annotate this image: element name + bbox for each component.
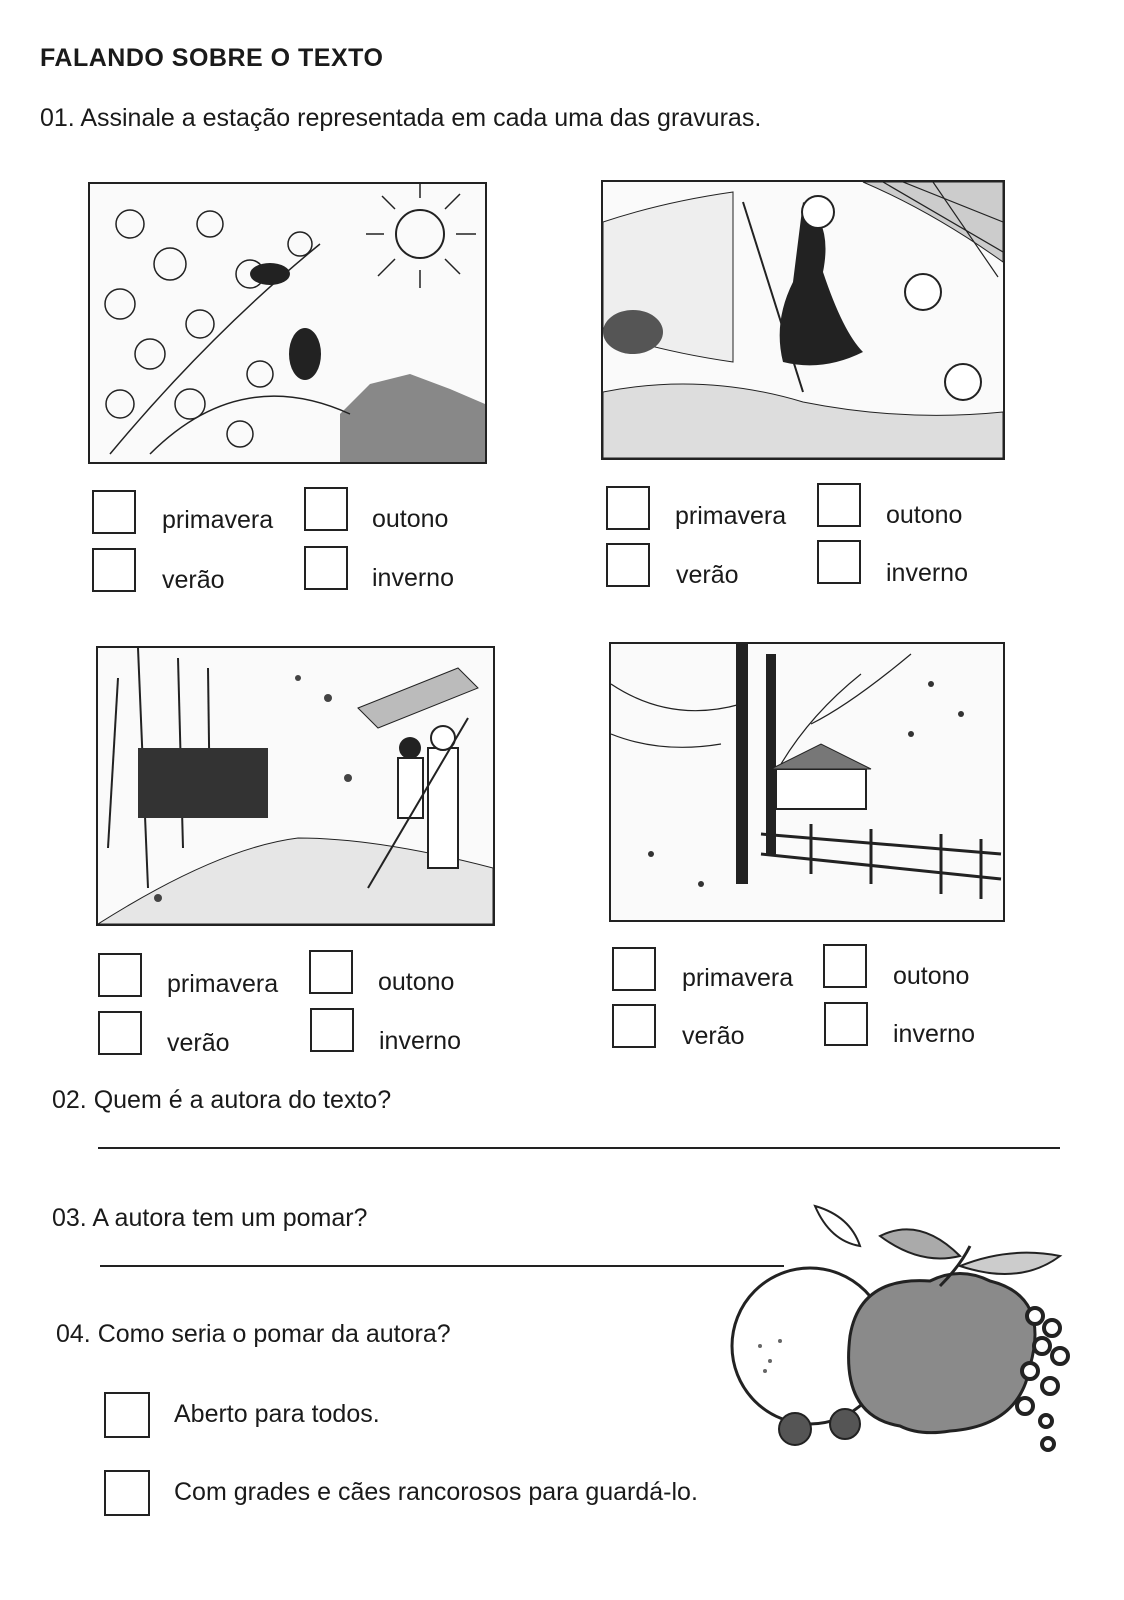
checkbox-q4-option-2[interactable] bbox=[104, 1470, 150, 1516]
autumn-illustration bbox=[96, 646, 495, 926]
checkbox-pic4-outono[interactable] bbox=[823, 944, 867, 988]
question-4-prompt: 04. Como seria o pomar da autora? bbox=[56, 1320, 451, 1348]
label-pic1-primavera: primavera bbox=[162, 506, 274, 534]
checkbox-pic2-primavera[interactable] bbox=[606, 486, 650, 530]
label-pic3-outono: outono bbox=[378, 968, 455, 996]
label-q4-option-2: Com grades e cães rancorosos para guardá-lo. bbox=[174, 1478, 698, 1506]
label-q4-option-1: Aberto para todos. bbox=[174, 1400, 380, 1428]
page-title: FALANDO SOBRE O TEXTO bbox=[40, 44, 384, 72]
checkbox-pic2-inverno[interactable] bbox=[817, 540, 861, 584]
label-pic1-verao: verão bbox=[162, 566, 225, 594]
winter-scene-drawing bbox=[611, 644, 1003, 920]
label-pic3-primavera: primavera bbox=[167, 970, 279, 998]
label-pic2-verao: verão bbox=[676, 561, 739, 589]
checkbox-q4-option-1[interactable] bbox=[104, 1392, 150, 1438]
question-3-prompt: 03. A autora tem um pomar? bbox=[52, 1204, 368, 1232]
checkbox-pic1-primavera[interactable] bbox=[92, 490, 136, 534]
fruit-illustration bbox=[730, 1196, 1078, 1460]
spring-scene-drawing bbox=[90, 184, 485, 462]
label-pic2-outono: outono bbox=[886, 501, 963, 529]
checkbox-pic4-inverno[interactable] bbox=[824, 1002, 868, 1046]
checkbox-pic3-outono[interactable] bbox=[309, 950, 353, 994]
label-pic4-verao: verão bbox=[682, 1022, 745, 1050]
checkbox-pic1-inverno[interactable] bbox=[304, 546, 348, 590]
question-1-prompt: 01. Assinale a estação representada em cada uma das gravuras. bbox=[40, 104, 762, 132]
autumn-scene-drawing bbox=[98, 648, 493, 924]
checkbox-pic3-primavera[interactable] bbox=[98, 953, 142, 997]
answer-line-q3[interactable] bbox=[100, 1265, 784, 1267]
question-2-prompt: 02. Quem é a autora do texto? bbox=[52, 1086, 392, 1114]
answer-line-q2[interactable] bbox=[98, 1147, 1060, 1149]
checkbox-pic1-verao[interactable] bbox=[92, 548, 136, 592]
label-pic1-outono: outono bbox=[372, 505, 449, 533]
label-pic3-verao: verão bbox=[167, 1029, 230, 1057]
summer-scene-drawing bbox=[603, 182, 1003, 458]
checkbox-pic4-primavera[interactable] bbox=[612, 947, 656, 991]
fruit-drawing bbox=[730, 1196, 1078, 1460]
checkbox-pic3-verao[interactable] bbox=[98, 1011, 142, 1055]
checkbox-pic4-verao[interactable] bbox=[612, 1004, 656, 1048]
label-pic2-inverno: inverno bbox=[886, 559, 968, 587]
spring-illustration bbox=[88, 182, 487, 464]
summer-illustration bbox=[601, 180, 1005, 460]
checkbox-pic2-outono[interactable] bbox=[817, 483, 861, 527]
checkbox-pic3-inverno[interactable] bbox=[310, 1008, 354, 1052]
label-pic1-inverno: inverno bbox=[372, 564, 454, 592]
label-pic4-outono: outono bbox=[893, 962, 970, 990]
label-pic4-inverno: inverno bbox=[893, 1020, 975, 1048]
label-pic3-inverno: inverno bbox=[379, 1027, 461, 1055]
label-pic2-primavera: primavera bbox=[675, 502, 787, 530]
winter-illustration bbox=[609, 642, 1005, 922]
checkbox-pic2-verao[interactable] bbox=[606, 543, 650, 587]
label-pic4-primavera: primavera bbox=[682, 964, 794, 992]
checkbox-pic1-outono[interactable] bbox=[304, 487, 348, 531]
